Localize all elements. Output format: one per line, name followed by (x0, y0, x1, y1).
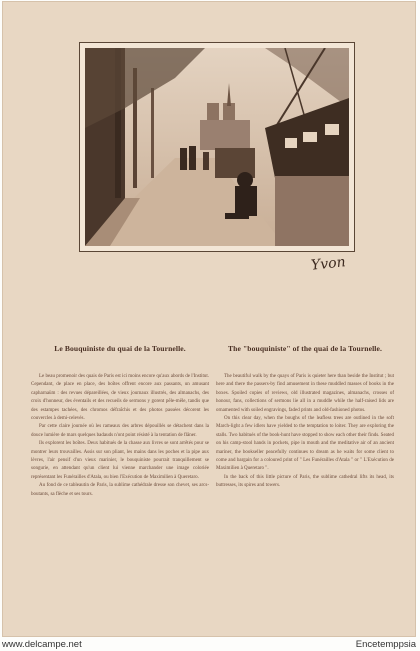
quay-scene-illustration (85, 48, 349, 246)
french-title: Le Bouquiniste du quai de la Tournelle. (54, 344, 186, 353)
watermark-left: www.delcampe.net (2, 639, 82, 650)
english-paragraph: The beautiful walk by the quays of Paris is quieter here than beside the Institut ; but here and there the passers-by find amusement in these muddled masses of books in the boxes. Spoiled copies of reviews, old illustrated magazines, almanachs, crosses of honour, fans, collections of sermons lie all in a muddle while the half-raised lids are ornamented with soiled engravings, faded prints and old-fashioned photos. (216, 374, 394, 413)
postcard-page (2, 1, 416, 637)
french-paragraph: Le beau promenoir des quais de Paris est ici moins encore qu'aux abords de l'Institut. Cependant, de place en place, des boîtes offrent encore aux passants, un amusant capharnaüm : des revues dépareillées, de vieux journaux illustrés, des almanachs, des croix d'honneur, des éventails et des recueils de sermons y gorent pêle-mêle, tandis que des estampes tachées, des chromos défraîchis et des photos passées décorent les couvercles à demi-celevés. (31, 374, 209, 422)
watermark-right: Encetemppsia (355, 639, 416, 650)
photographer-signature: Yvon (310, 254, 347, 274)
english-paragraph: On this clear day, when the boughs of the leafless trees are outlined in the soft March-light a few idlers have yielded to the temptation to loiter. They are exploring the stalls. Two habitués of the book-hunt have stopped to show each other their finds. Seated on his camp-stool hands in pockets, pipe in mouth and the meditative air of an ancient mariner, the bookseller peacefully continues to dream as he waits for some client to come and bargain for a coloured print of " Les Funérailles d'Atala " or " L'Exécution de Maximilien à Queretaro ". (216, 416, 394, 472)
bouquiniste-photograph (85, 48, 349, 246)
french-paragraph: Au fond de ce tableautin de Paris, la sublime cathédrale dresse son chevet, ses arcs-boutants, sa flèche et ses tours. (31, 483, 209, 497)
english-column (216, 344, 394, 491)
english-title: The "bouquiniste" of the quai de la Tournelle. (228, 344, 382, 353)
english-paragraph: In the back of this little picture of Paris, the sublime cathedral lifts its head, its buttresses, its spires and towers. (216, 474, 394, 489)
french-paragraph: Ils explorent les boîtes. Deux habitués de la chasse aux livres se sont arrêtés pour se montrer leurs trouvailles. Assis sur son pliant, les mains dans les poches et la pipe aux lèvres, l'air pensif d'un vieux marinier, le bouquiniste pourrait tranquillement se songurie, en attendant qu'un client lui vienne marchander une image coloriée représentant les Funérailles d'Atala, ou bien l'Exécution de Maximilien à Queretaro. (31, 441, 209, 480)
french-column (31, 344, 209, 499)
french-paragraph: Par cette claire journée où les rameaux des arbres dépouillés se détachent dans la douce lumière de mars quelques badauds n'ont point résisté à la tentation de flâner. (31, 424, 209, 438)
photo-frame (79, 42, 355, 252)
